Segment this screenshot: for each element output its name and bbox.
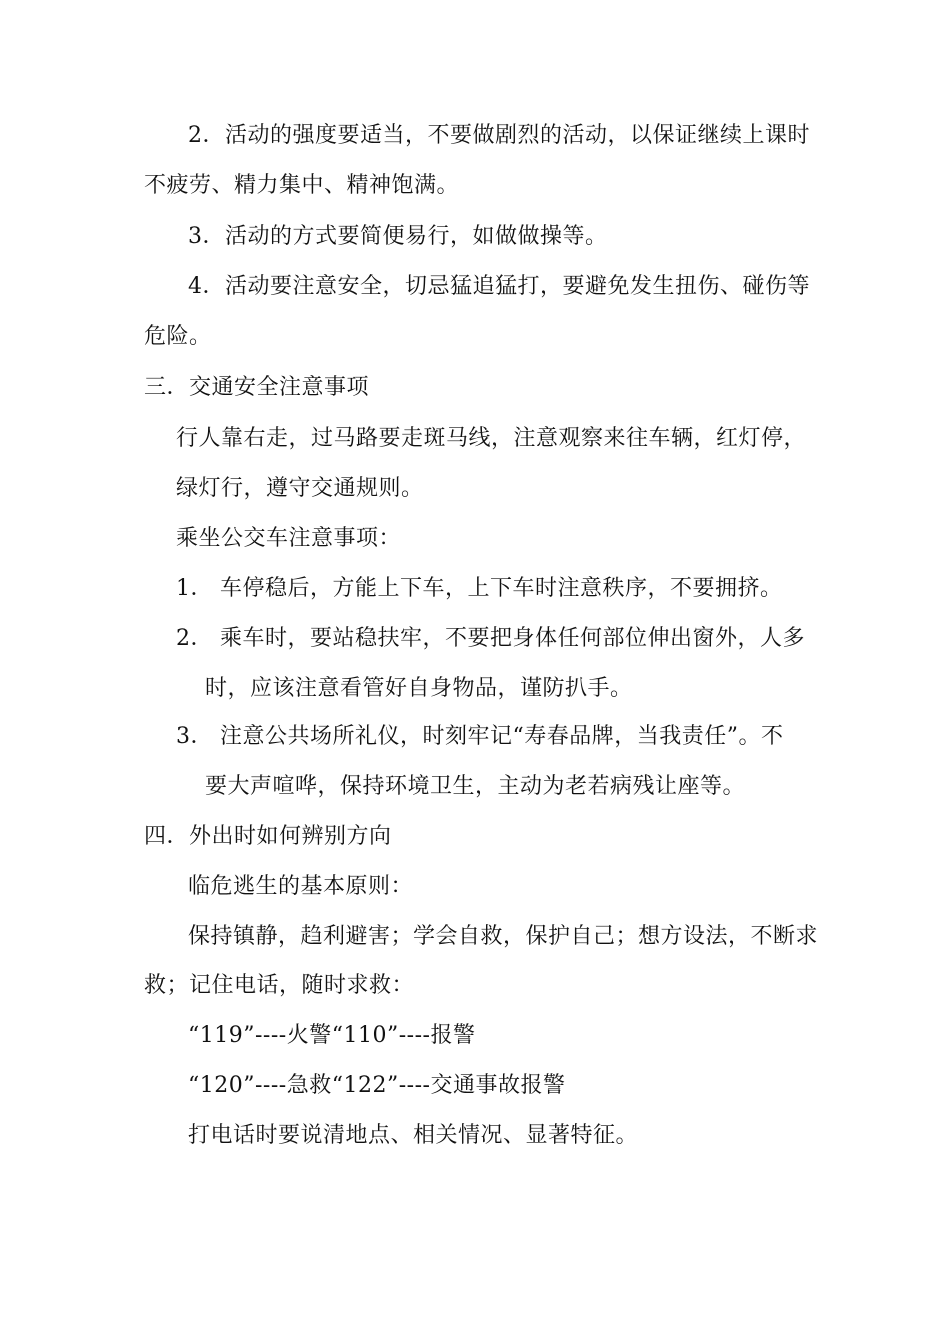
- list-number: 2．: [176, 626, 213, 651]
- bus-item-1: [176, 574, 783, 604]
- call-tip: 打电话时要说清地点、相关情况、显著特征。: [188, 1123, 639, 1148]
- activity-item-2-line-1: 2．活动的强度要适当，不要做剧烈的活动，以保证继续上课时: [188, 123, 810, 148]
- bus-heading: 乘坐公交车注意事项：: [176, 526, 402, 551]
- activity-item-2-line-2: 不疲劳、精力集中、精神饱满。: [144, 173, 460, 198]
- principles-line-2: 救；记住电话，随时求救：: [144, 973, 415, 998]
- list-text: 乘车时，要站稳扶牢，不要把身体任何部位伸出窗外，人多: [220, 626, 806, 651]
- emergency-phone-line-1: “119”----火警“110”----报警: [188, 1023, 476, 1048]
- list-number: 3．: [176, 724, 213, 749]
- escape-heading: 临危逃生的基本原则：: [188, 874, 414, 899]
- emergency-phone-line-2: “120”----急救“122”----交通事故报警: [188, 1073, 566, 1098]
- principles-line-1: 保持镇静，趋利避害；学会自救，保护自己；想方设法，不断求: [188, 924, 819, 949]
- section-heading-traffic: 三．交通安全注意事项: [144, 375, 370, 400]
- bus-item-3-line-2: 要大声喧哗，保持环境卫生，主动为老若病残让座等。: [205, 774, 746, 799]
- list-number: 1．: [176, 576, 213, 601]
- traffic-paragraph-line-1: 行人靠右走，过马路要走斑马线，注意观察来往车辆，红灯停，: [176, 426, 807, 451]
- activity-item-3: 3．活动的方式要简便易行，如做做操等。: [188, 224, 608, 249]
- bus-item-3-line-1: [176, 722, 784, 752]
- bus-item-2-line-2: 时，应该注意看管好自身物品，谨防扒手。: [205, 676, 633, 701]
- list-text: 注意公共场所礼仪，时刻牢记“寿春品牌，当我责任”。不: [220, 724, 784, 749]
- activity-item-4-line-2: 危险。: [144, 324, 212, 349]
- bus-item-2-line-1: [176, 624, 805, 654]
- list-text: 车停稳后，方能上下车，上下车时注意秩序，不要拥挤。: [220, 576, 783, 601]
- activity-item-4-line-1: 4．活动要注意安全，切忌猛追猛打，要避免发生扭伤、碰伤等: [188, 274, 810, 299]
- section-heading-direction: 四．外出时如何辨别方向: [144, 824, 392, 849]
- traffic-paragraph-line-2: 绿灯行，遵守交通规则。: [176, 476, 424, 501]
